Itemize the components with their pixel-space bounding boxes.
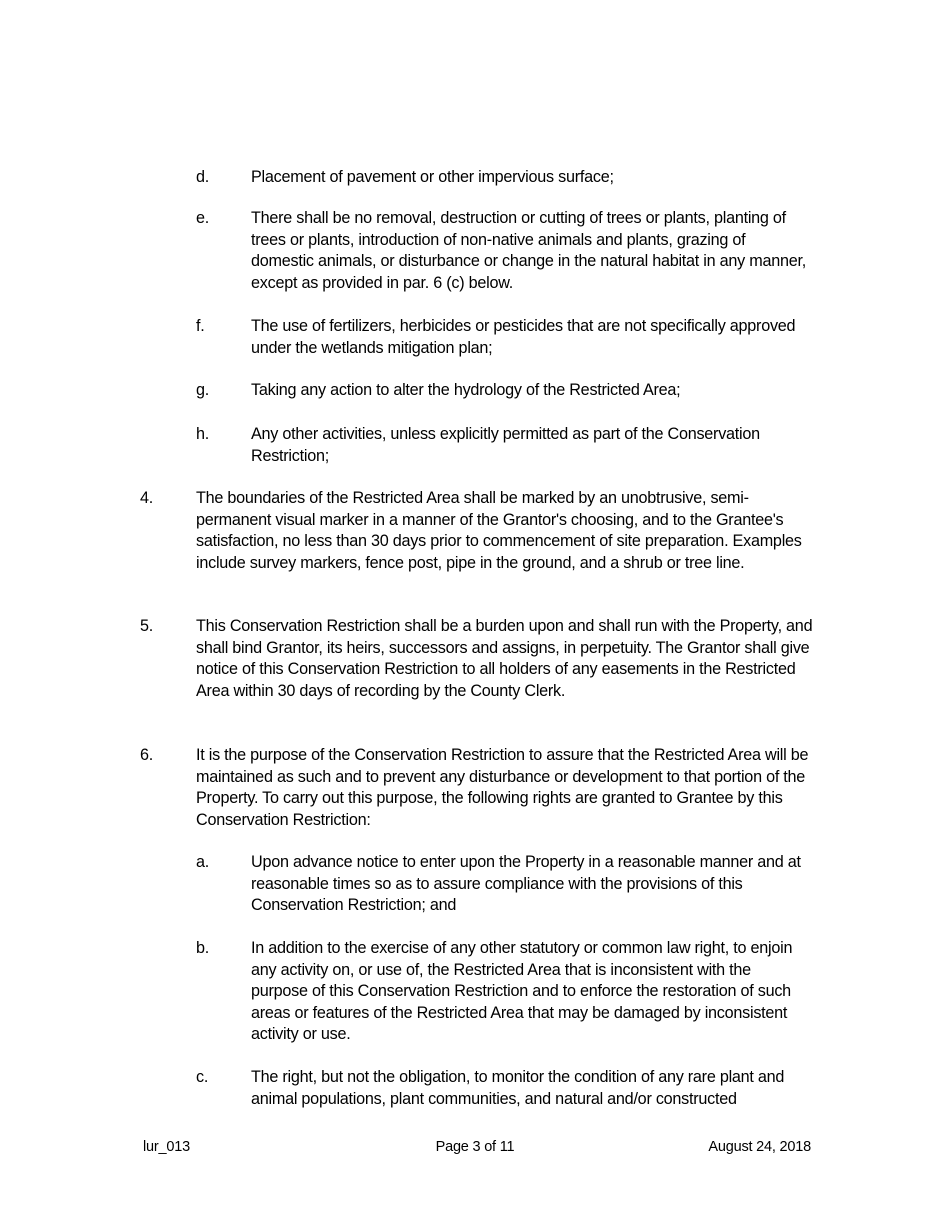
paragraph-text: This Conservation Restriction shall be a burden upon and shall run with the Property, and shall bind Grantor, its heirs, successors and assigns, in perpetuity. The Grantor shall give notice of this Conservation Restriction to all holders of any easements in the Restricted Area within 30 days of recording by the County Clerk. — [196, 617, 813, 700]
item-text: The use of fertilizers, herbicides or pesticides that are not specifically approved under the wetlands mitigation plan; — [251, 317, 796, 357]
item-label: g. — [196, 381, 210, 399]
item-text: Placement of pavement or other impervious surface; — [251, 168, 614, 186]
item-label: c. — [196, 1068, 209, 1086]
paragraph-number: 4. — [140, 489, 154, 507]
item-label: e. — [196, 209, 210, 227]
paragraph-number: 5. — [140, 617, 154, 635]
item-text: Any other activities, unless explicitly permitted as part of the Conservation Restriction; — [251, 425, 760, 465]
footer-date: August 24, 2018 — [708, 1139, 811, 1155]
item-label: h. — [196, 425, 210, 443]
footer-doc-id: lur_013 — [143, 1139, 190, 1155]
item-text: There shall be no removal, destruction or cutting of trees or plants, planting of trees or plants, introduction of non-native animals and plants, grazing of domestic animals, or disturbance or change in the natural habitat in any manner, except as provided in par. 6 (c) below. — [251, 209, 806, 292]
item-label: b. — [196, 939, 210, 957]
paragraph-text: It is the purpose of the Conservation Restriction to assure that the Restricted Area will be maintained as such and to prevent any disturbance or development to that portion of the Property. To carry out this purpose, the following rights are granted to Grantee by this Conservation Restriction: — [196, 746, 809, 829]
item-label: d. — [196, 168, 210, 186]
item-text: Taking any action to alter the hydrology of the Restricted Area; — [251, 381, 681, 399]
footer-page-number: Page 3 of 11 — [435, 1139, 515, 1155]
paragraph-number: 6. — [140, 746, 154, 764]
paragraph-text: The boundaries of the Restricted Area shall be marked by an unobtrusive, semi-permanent visual marker in a manner of the Grantor's choosing, and to the Grantee's satisfaction, no less than 30 days prior to commencement of site preparation. Examples include survey markers, fence post, pipe in the ground, and a shrub or tree line. — [196, 489, 802, 572]
item-label: f. — [196, 317, 205, 335]
item-text: Upon advance notice to enter upon the Property in a reasonable manner and at reasonable times so as to assure compliance with the provisions of this Conservation Restriction; and — [251, 853, 801, 915]
item-text: In addition to the exercise of any other statutory or common law right, to enjoin any activity on, or use of, the Restricted Area that is inconsistent with the purpose of this Conservation Restriction and to enforce the restoration of such areas or features of the Restricted Area that may be damaged by inconsistent activity or use. — [251, 939, 793, 1044]
item-text: The right, but not the obligation, to monitor the condition of any rare plant and animal populations, plant communities, and natural and/or constructed — [251, 1068, 785, 1108]
item-label: a. — [196, 853, 210, 871]
